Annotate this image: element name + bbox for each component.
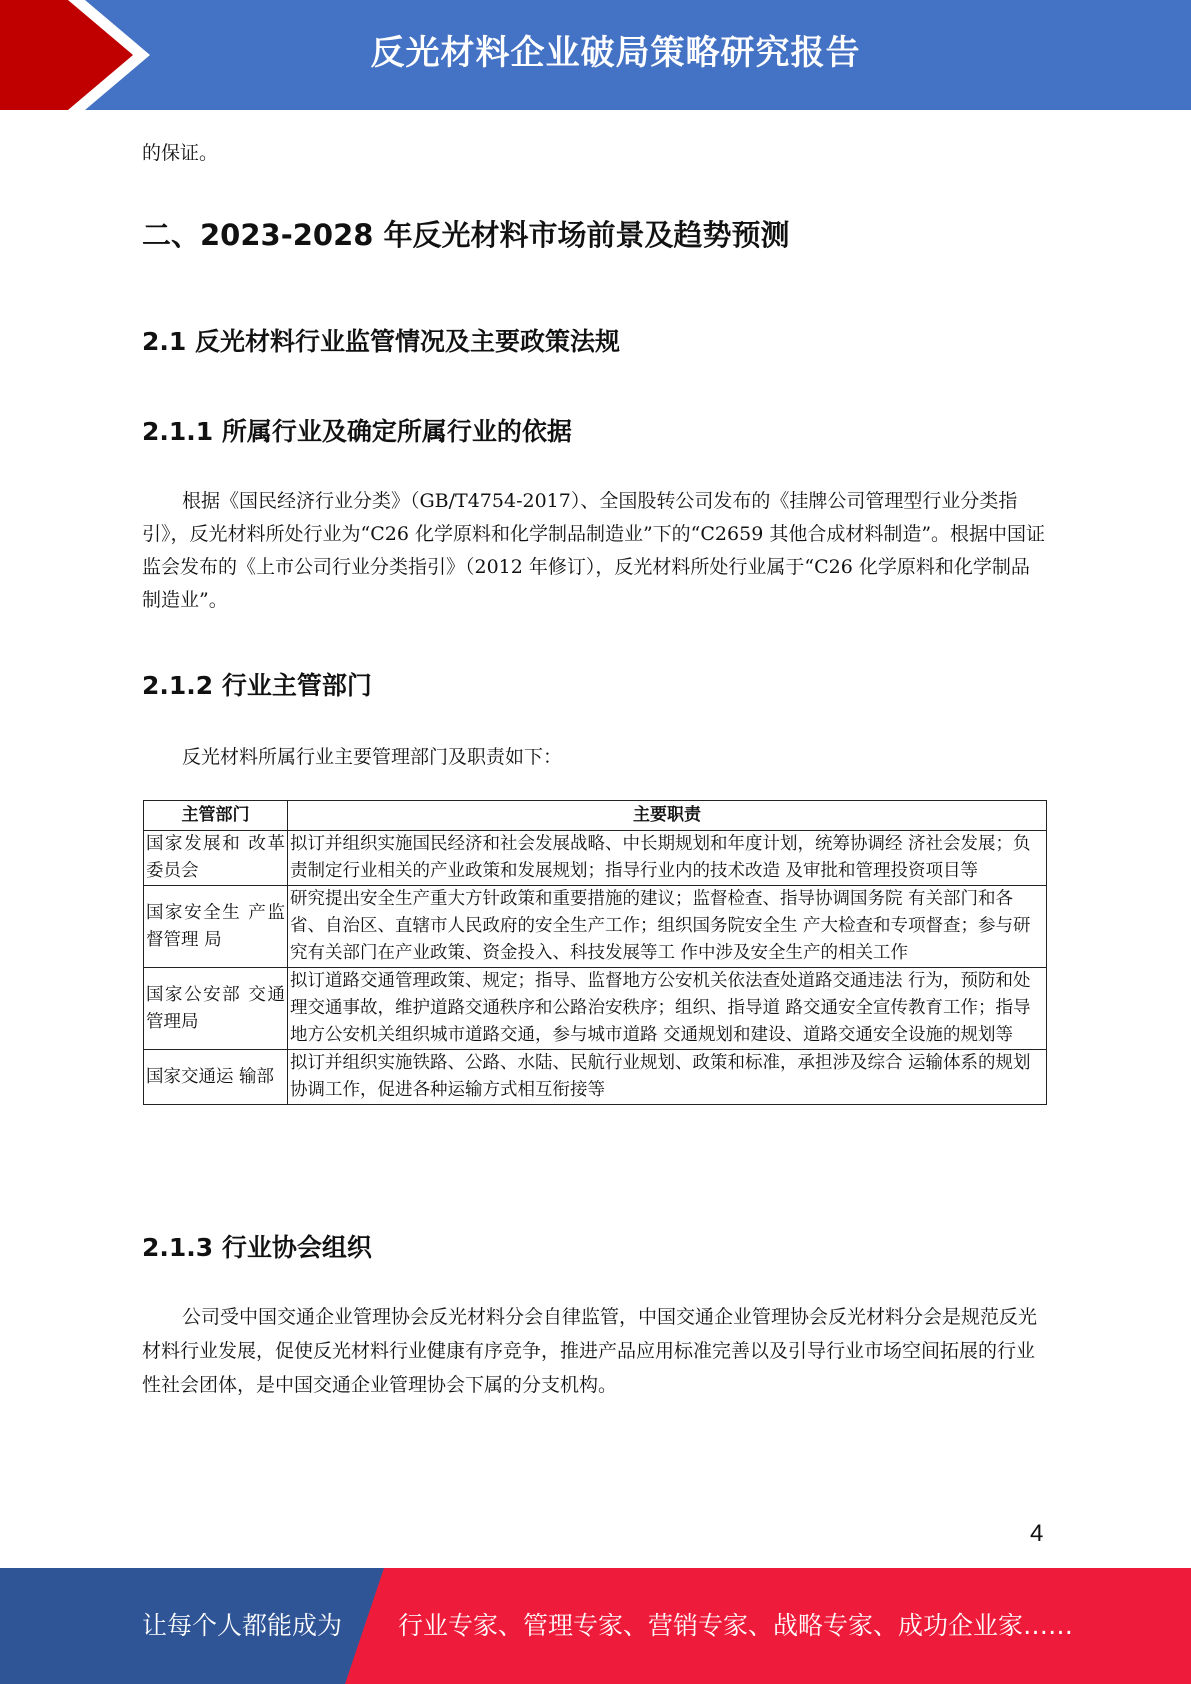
department-cell: 国家交通运 输部	[144, 1050, 288, 1105]
table-row	[144, 831, 1047, 886]
duty-cell: 拟订道路交通管理政策、规定；指导、监督地方公安机关依法查处道路交通违法 行为，预防和处理交通事故，维护道路交通秩序和公路治安秩序；组织、指导道 路交通安全宣传教育工作；指导地方公安机关组织城市道路交通，参与城市道路 交通规划和建设、道路交通安全设施的规划等	[288, 968, 1047, 1050]
column-header-duties: 主要职责	[288, 801, 1047, 831]
table-lead-text: 反光材料所属行业主要管理部门及职责如下：	[182, 746, 563, 768]
department-cell: 国家公安部 交通管理局	[144, 968, 288, 1050]
section-heading: 二、2023-2028 年反光材料市场前景及趋势预测	[142, 218, 790, 252]
footer-slogan-left: 让每个人都能成为	[142, 1611, 343, 1640]
page-footer	[0, 1568, 1191, 1684]
department-cell: 国家安全生 产监督管理 局	[144, 886, 288, 968]
duty-cell: 拟订并组织实施国民经济和社会发展战略、中长期规划和年度计划，统筹协调经 济社会发展；负责制定行业相关的产业政策和发展规划；指导行业内的技术改造 及审批和管理投资项目等	[288, 831, 1047, 886]
table-row	[144, 1050, 1047, 1105]
subsection-2-1-1-heading: 2.1.1 所属行业及确定所属行业的依据	[142, 417, 572, 446]
authority-table	[143, 800, 1047, 1105]
page-number: 4	[1030, 1520, 1044, 1547]
duty-cell: 研究提出安全生产重大方针政策和重要措施的建议；监督检查、指导协调国务院 有关部门和各省、自治区、直辖市人民政府的安全生产工作；组织国务院安全生 产大检查和专项督查；参与研究有关部门在产业政策、资金投入、科技发展等工 作中涉及安全生产的相关工作	[288, 886, 1047, 968]
association-paragraph: 公司受中国交通企业管理协会反光材料分会自律监管，中国交通企业管理协会反光材料分会是规范反光材料行业发展，促使反光材料行业健康有序竞争，推进产品应用标准完善以及引导行业市场空间拓展的行业性社会团体，是中国交通企业管理协会下属的分支机构。	[142, 1306, 1038, 1396]
column-header-department: 主管部门	[144, 801, 288, 831]
page-header	[0, 0, 1191, 110]
department-cell: 国家发展和 改革委员会	[144, 831, 288, 886]
table-row	[144, 886, 1047, 968]
subsection-2-1-2-heading: 2.1.2 行业主管部门	[142, 671, 372, 700]
industry-classification-paragraph: 根据《国民经济行业分类》（GB/T4754-2017）、全国股转公司发布的《挂牌公司管理型行业分类指引》，反光材料所处行业为“C26 化学原料和化学制品制造业”下的“C2659 其他合成材料制造”。根据中国证监会发布的《上市公司行业分类指引》（2012 年修订），反光材料所处行业属于“C26 化学原料和化学制品制造业”。	[142, 490, 1046, 611]
duty-cell: 拟订并组织实施铁路、公路、水陆、民航行业规划、政策和标准，承担涉及综合 运输体系的规划协调工作，促进各种运输方式相互衔接等	[288, 1050, 1047, 1105]
table-header-row	[144, 801, 1047, 831]
subsection-2-1-3-heading: 2.1.3 行业协会组织	[142, 1233, 372, 1262]
footer-slogan-right: 行业专家、管理专家、营销专家、战略专家、成功企业家……	[398, 1611, 1074, 1640]
subsection-2-1-heading: 2.1 反光材料行业监管情况及主要政策法规	[142, 327, 620, 356]
intro-tail-text: 的保证。	[142, 142, 219, 164]
table-row	[144, 968, 1047, 1050]
report-title: 反光材料企业破局策略研究报告	[370, 33, 861, 73]
